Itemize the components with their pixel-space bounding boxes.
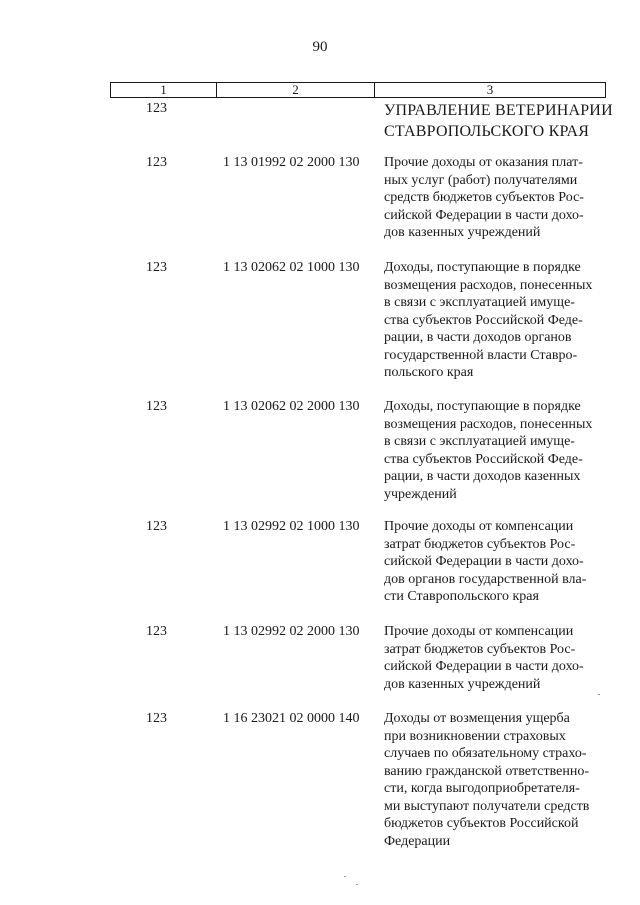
admin-code: 123 [146,260,167,275]
description-line: Прочие доходы от компенсации [384,624,574,639]
description-line: средств бюджетов субъектов Рос- [384,190,584,205]
description-line: дов органов государственной вла- [384,571,587,587]
description-line: в связи с эксплуатацией имуще- [384,295,575,310]
description-line: Прочие доходы от компенсации [384,519,574,534]
description-line: Федерации [384,833,451,849]
description-line: дов казенных учреждений [384,676,541,692]
description-line: ства субъектов Российской Феде- [384,451,583,467]
scan-speck [344,876,346,877]
description-line: случаев по обязательному страхо- [384,746,587,761]
description-line: сти, когда выгодоприобретателя- [384,781,580,796]
description-line: сийской Федерации в части дохо- [384,554,584,569]
description-line: сийской Федерации в части дохо- [384,207,584,223]
page-number: 90 [312,39,328,55]
scan-speck [598,694,600,695]
description-line: рации, в части доходов казенных [384,469,581,484]
kbk-code: 1 13 01992 02 2000 130 [223,155,360,170]
admin-code: 123 [146,155,167,170]
row-description [384,623,610,693]
row-description [384,710,610,850]
description-line: государственной власти Ставро- [384,347,578,363]
row-description [384,100,613,142]
description-line: затрат бюджетов субъектов Рос- [384,641,576,657]
kbk-code: 1 13 02992 02 2000 130 [223,624,360,639]
header-col-1: 1 [111,83,217,97]
description-line: Доходы, поступающие в порядке [384,399,581,414]
description-line: возмещения расходов, понесенных [384,416,593,432]
description-line: сти Ставропольского края [384,589,539,604]
admin-code: 123 [146,101,167,116]
description-line: СТАВРОПОЛЬСКОГО КРАЯ [384,123,590,140]
row-description [384,154,610,242]
kbk-code: 1 13 02062 02 2000 130 [223,399,360,414]
kbk-code: 1 13 02992 02 1000 130 [223,519,360,534]
description-line: бюджетов субъектов Российской [384,816,579,831]
description-line: ства субъектов Российской Феде- [384,312,583,328]
table-header [110,82,606,98]
header-col-3: 3 [486,82,494,97]
description-line: Доходы от возмещения ущерба [384,711,570,726]
header-col-2: 2 [217,83,375,97]
admin-code: 123 [146,399,167,414]
description-line: Доходы, поступающие в порядке [384,260,581,275]
description-line: возмещения расходов, понесенных [384,277,593,293]
description-line: при возникновении страховых [384,728,566,744]
description-line: затрат бюджетов субъектов Рос- [384,536,576,552]
kbk-code: 1 16 23021 02 0000 140 [223,711,360,726]
description-line: сийской Федерации в части дохо- [384,659,584,674]
description-line: рации, в части доходов органов [384,330,572,345]
description-line: учреждений [384,486,457,502]
description-line: ми выступают получатели средств [384,798,590,814]
description-line: ванию гражданской ответственно- [384,763,590,779]
admin-code: 123 [146,519,167,534]
description-line: ных услуг (работ) получателями [384,172,578,188]
admin-code: 123 [146,711,167,726]
kbk-code: 1 13 02062 02 1000 130 [223,260,360,275]
description-line: УПРАВЛЕНИЕ ВЕТЕРИНАРИИ [384,102,613,119]
description-line: дов казенных учреждений [384,225,541,240]
admin-code: 123 [146,624,167,639]
row-description [384,518,610,606]
description-line: в связи с эксплуатацией имуще- [384,434,575,449]
row-description [384,398,610,503]
description-line: польского края [384,365,474,380]
description-line: Прочие доходы от оказания плат- [384,155,583,170]
row-description [384,259,610,382]
scan-speck [356,884,358,885]
